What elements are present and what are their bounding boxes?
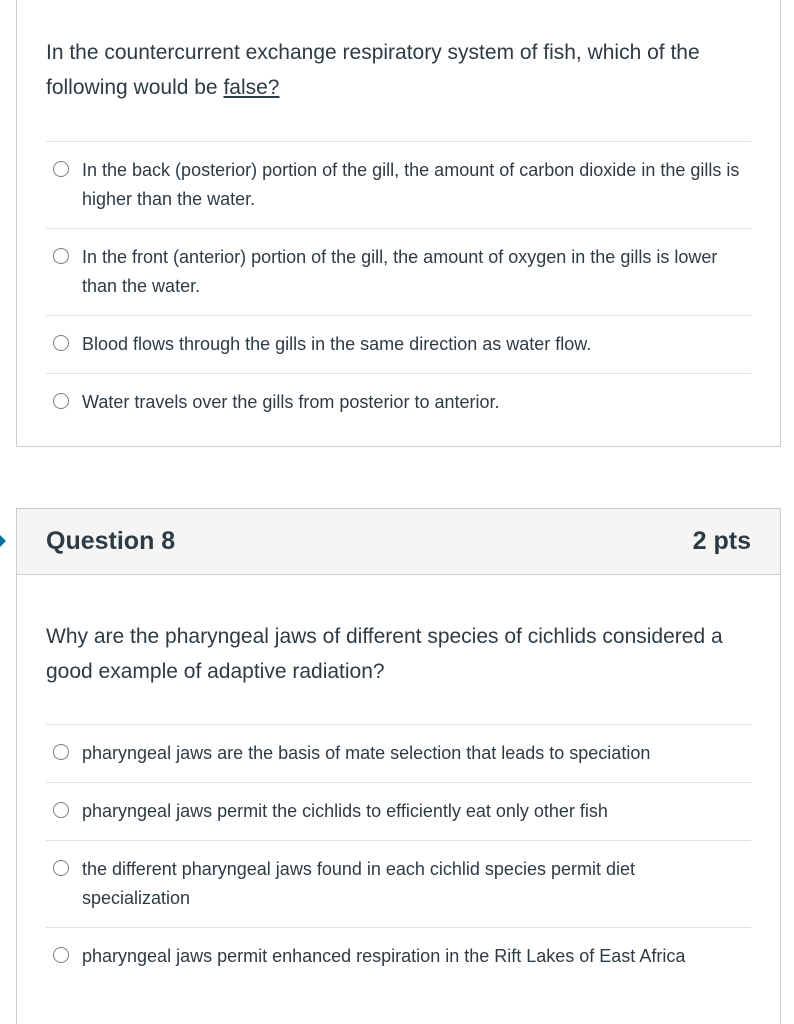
answer-option[interactable] <box>46 724 751 782</box>
question-8-card <box>16 508 781 1024</box>
question-8-text: Why are the pharyngeal jaws of different species of cichlids considered a good example of adaptive radiation? <box>46 625 723 683</box>
question-title: Question 8 <box>46 527 176 555</box>
question-indicator-icon <box>0 535 6 547</box>
question-7-text <box>17 35 780 105</box>
radio-button[interactable] <box>53 802 69 818</box>
radio-button[interactable] <box>53 860 69 876</box>
answer-option[interactable] <box>46 315 751 373</box>
radio-button[interactable] <box>53 248 69 264</box>
question-7-card <box>16 0 781 447</box>
answer-option[interactable] <box>46 782 751 840</box>
answer-label: pharyngeal jaws permit the cichlids to efficiently eat only other fish <box>82 801 608 821</box>
radio-button[interactable] <box>53 744 69 760</box>
answer-label: Blood flows through the gills in the same direction as water flow. <box>82 334 592 354</box>
radio-button[interactable] <box>53 947 69 963</box>
answer-option[interactable] <box>46 228 751 315</box>
answer-label: In the back (posterior) portion of the gill, the amount of carbon dioxide in the gills is higher than the water. <box>82 160 740 209</box>
question-7-text-main: In the countercurrent exchange respiratory system of fish, which of the following would be <box>46 41 700 99</box>
question-7-answers <box>46 141 751 431</box>
answer-label: pharyngeal jaws permit enhanced respiration in the Rift Lakes of East Africa <box>82 946 686 966</box>
question-8-answers <box>46 724 751 985</box>
answer-option[interactable] <box>46 927 751 985</box>
answer-label: Water travels over the gills from posterior to anterior. <box>82 392 500 412</box>
answer-label: the different pharyngeal jaws found in each cichlid species permit diet specialization <box>82 859 635 908</box>
radio-button[interactable] <box>53 161 69 177</box>
question-8-header <box>17 509 780 575</box>
question-7-text-emphasis: false? <box>223 76 280 99</box>
question-points: 2 pts <box>692 527 751 555</box>
radio-button[interactable] <box>53 335 69 351</box>
answer-label: pharyngeal jaws are the basis of mate selection that leads to speciation <box>82 743 651 763</box>
answer-label: In the front (anterior) portion of the gill, the amount of oxygen in the gills is lower than the water. <box>82 247 718 296</box>
radio-button[interactable] <box>53 393 69 409</box>
answer-option[interactable] <box>46 141 751 228</box>
answer-option[interactable] <box>46 373 751 431</box>
answer-option[interactable] <box>46 840 751 927</box>
